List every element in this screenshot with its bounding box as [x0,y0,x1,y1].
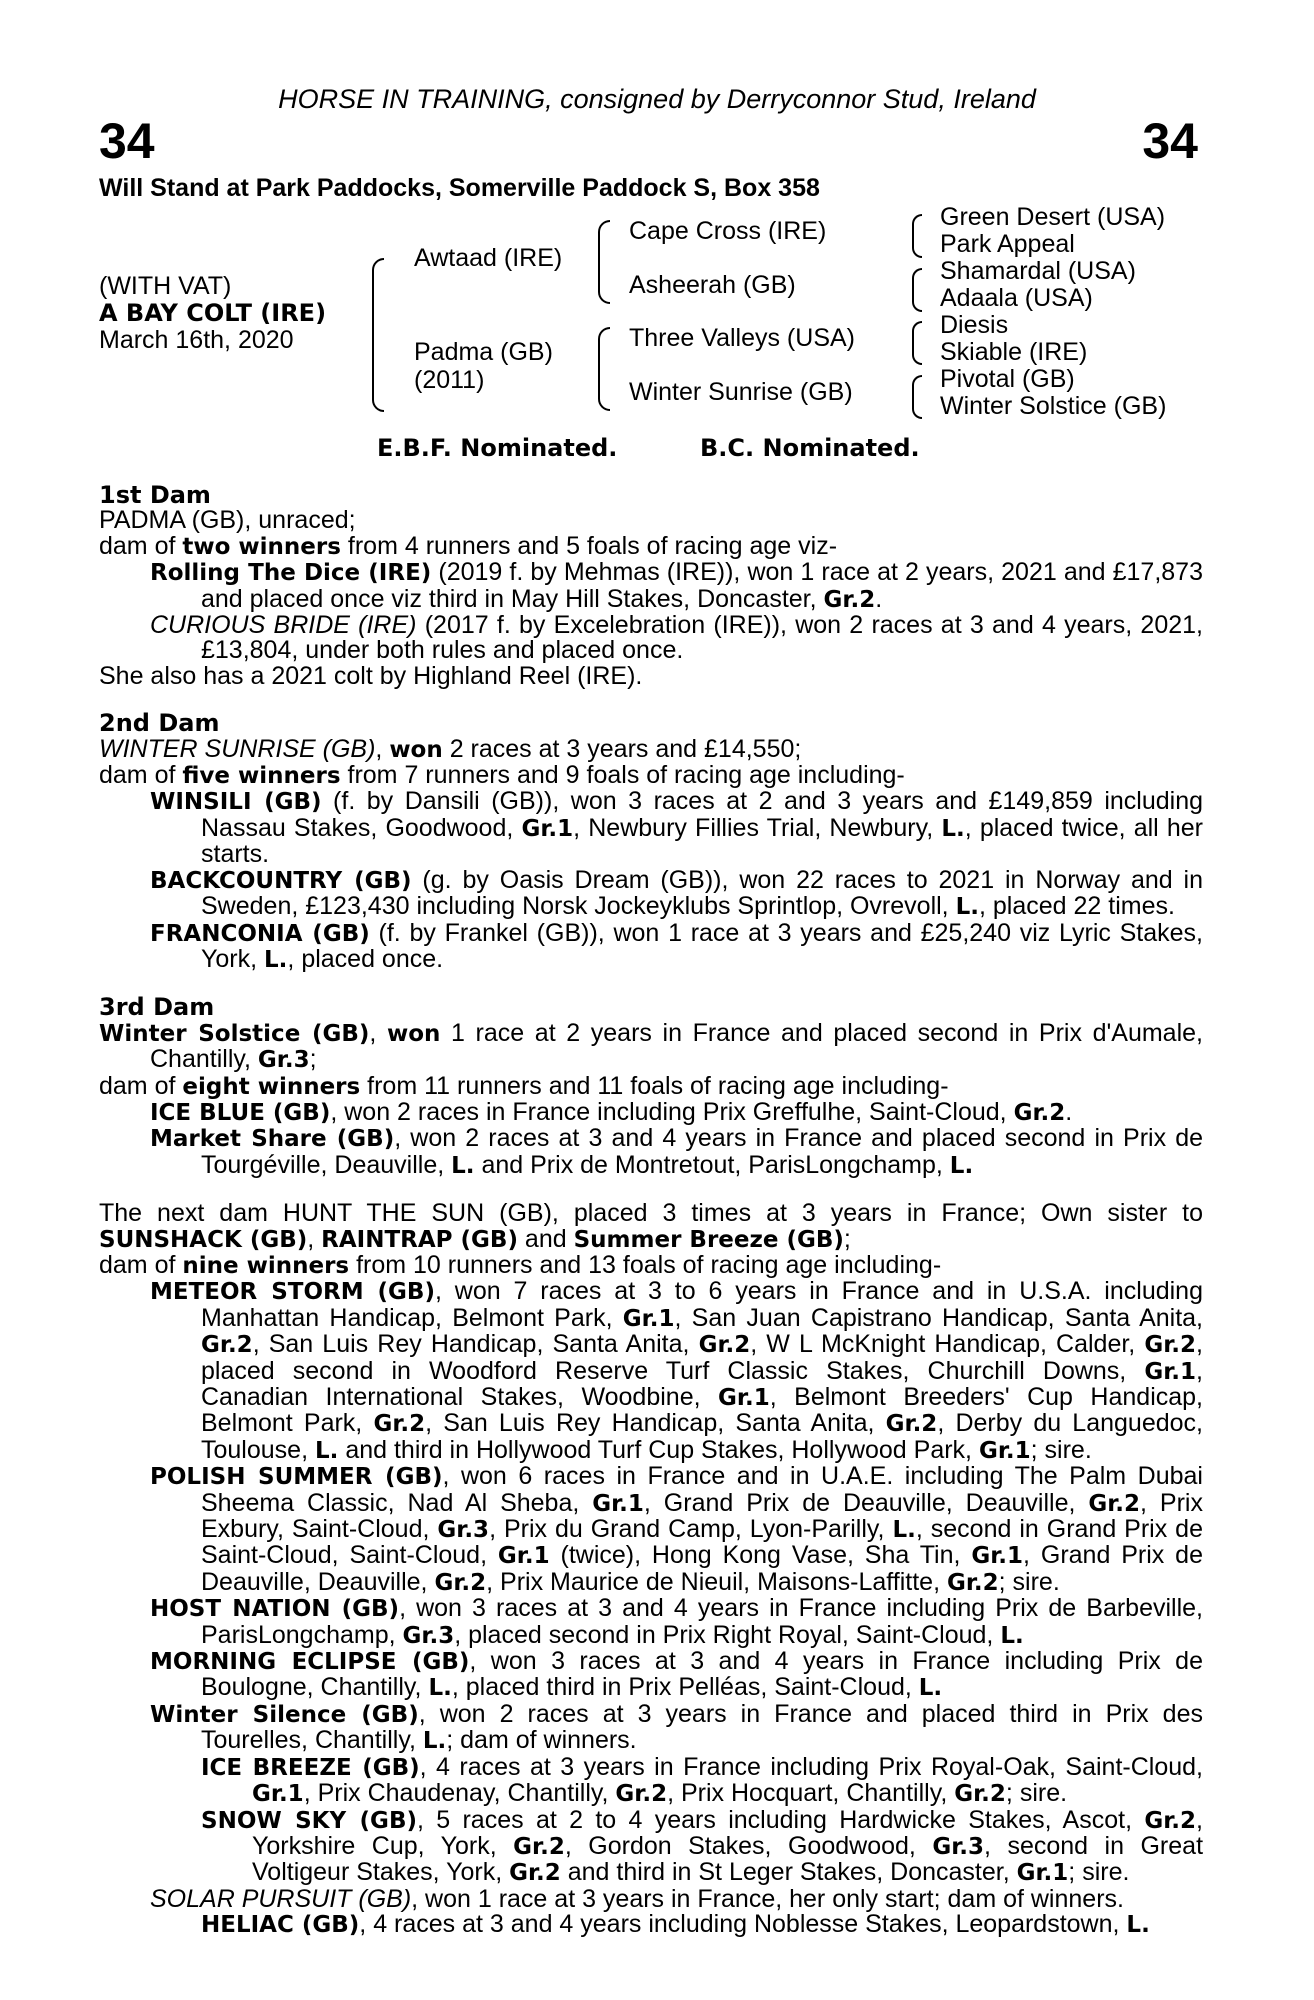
pedigree-ds: Three Valleys (USA) [629,324,855,352]
produce-entry: BACKCOUNTRY (GB) (g. by Oasis Dream (GB)), won 22 races to 2021 in Norway and in Sweden, £123,430 including Norsk Jockeyklubs Sprintlop, Ovrevoll, L., placed 22 times. [150,865,1203,921]
produce-entry-grandchild: ICE BREEZE (GB), 4 races at 3 years in France including Prix Royal-Oak, Saint-Cloud, Gr.1, Prix Chaudenay, Chantilly, Gr.2, Prix Hocquart, Chantilly, Gr.2; sire. [201,1752,1204,1808]
third-dam-produce-summary: dam of eight winners from 11 runners and 11 foals of racing age including- [99,1071,949,1100]
pedigree-dsd: Skiable (IRE) [940,338,1088,366]
next-dam-produce-summary: dam of nine winners from 10 runners and 13 foals of racing age including- [99,1250,942,1279]
ebf-nomination: E.B.F. Nominated. [377,434,618,462]
pedigree-sd: Asheerah (GB) [629,271,796,299]
pedigree-brace-dd [912,375,922,419]
pedigree-brace-ss [912,214,922,258]
produce-entry: WINSILI (GB) (f. by Dansili (GB)), won 3 races at 2 and 3 years and £149,859 including Nassau Stakes, Goodwood, Gr.1, Newbury Fillies Trial, Newbury, L., placed twice, all her starts. [150,787,1203,869]
pedigree-ssd: Park Appeal [940,230,1075,258]
pedigree-sss: Green Desert (USA) [940,203,1166,231]
produce-entry: Market Share (GB), won 2 races at 3 and 4 years in France and placed second in Prix de Tourgéville, Deauville, L. and Prix de Montretout, ParisLongchamp, L. [150,1124,1204,1179]
pedigree-ss: Cape Cross (IRE) [629,217,827,245]
pedigree-brace-sd [912,268,922,312]
produce-entry: POLISH SUMMER (GB), won 6 races in France and in U.A.E. including The Palm Dubai Sheema Classic, Nad Al Sheba, Gr.1, Grand Prix de Deauville, Deauville, Gr.2, Prix Exbury, Saint-Cloud, Gr.3, Prix du Grand Camp, Lyon-Parilly, L., second in Grand Prix de Saint-Cloud, Saint-Cloud, Gr.1 (twice), Hong Kong Vase, Sha Tin, Gr.1, Grand Prix de Deauville, Deauville, Gr.2, Prix Maurice de Nieuil, Maisons-Laffitte, Gr.2; sire. [150,1462,1203,1596]
second-dam-line: WINTER SUNRISE (GB), won 2 races at 3 years and £14,550; [99,734,802,763]
produce-entry: Winter Silence (GB), won 2 races at 3 years in France and placed third in Prix des Tourelles, Chantilly, L.; dam of winners. [150,1699,1203,1755]
produce-entry: ICE BLUE (GB), won 2 races in France including Prix Greffulhe, Saint-Cloud, Gr.2. [150,1097,1073,1126]
produce-entry: Rolling The Dice (IRE) (2019 f. by Mehmas (IRE)), won 1 race at 2 years, 2021 and £17,873 and placed once viz third in May Hill Stakes, Doncaster, Gr.2. [150,558,1203,613]
pedigree-sire: Awtaad (IRE) [414,244,563,272]
consignor-title: HORSE IN TRAINING, consigned by Derryconnor Stud, Ireland [278,84,1036,114]
produce-entry: HOST NATION (GB), won 3 races at 3 and 4 years in France including Prix de Barbeville, ParisLongchamp, Gr.3, placed second in Prix Right Royal, Saint-Cloud, L. [150,1594,1203,1649]
foaling-date: March 16th, 2020 [99,326,294,354]
lot-number-left: 34 [99,113,155,169]
first-dam-produce-summary: dam of two winners from 4 runners and 5 foals of racing age viz- [99,531,838,560]
pedigree-brace-gen1 [372,258,384,412]
pedigree-dds: Pivotal (GB) [940,365,1075,393]
pedigree-dam-year: (2011) [414,366,485,394]
lot-number-right: 34 [1142,113,1198,169]
second-dam-heading: 2nd Dam [99,709,220,738]
bc-nomination: B.C. Nominated. [700,434,920,462]
pedigree-brace-sire [598,220,610,304]
pedigree-dss: Diesis [940,311,1009,339]
produce-entry: CURIOUS BRIDE (IRE) (2017 f. by Excelebration (IRE)), won 2 races at 3 and 4 years, 2021, £13,804, under both rules and placed once. [150,611,1203,665]
pedigree-sdd: Adaala (USA) [940,284,1093,312]
pedigree-dd: Winter Sunrise (GB) [629,378,853,406]
second-dam-produce-summary: dam of five winners from 7 runners and 9 foals of racing age including- [99,761,905,790]
vat-note: (WITH VAT) [99,272,232,300]
pedigree-brace-dam [598,327,610,411]
third-dam-line: Winter Solstice (GB), won 1 race at 2 years in France and placed second in Prix d'Aumale, Chantilly, Gr.3; [99,1018,1203,1074]
third-dam-heading: 3rd Dam [99,993,215,1022]
produce-entry: FRANCONIA (GB) (f. by Frankel (GB)), won 1 race at 3 years and £25,240 viz Lyric Stakes, York, L., placed once. [150,918,1203,973]
produce-entry: METEOR STORM (GB), won 7 races at 3 to 6 years in France and in U.S.A. including Manhattan Handicap, Belmont Park, Gr.1, San Juan Capistrano Handicap, Santa Anita, Gr.2, San Luis Rey Handicap, Santa Anita, Gr.2, W L McKnight Handicap, Calder, Gr.2, placed second in Woodford Reserve Turf Classic Stakes, Churchill Downs, Gr.1, Canadian International Stakes, Woodbine, Gr.1, Belmont Breeders' Cup Handicap, Belmont Park, Gr.2, San Luis Rey Handicap, Santa Anita, Gr.2, Derby du Languedoc, Toulouse, L. and third in Hollywood Turf Cup Stakes, Hollywood Park, Gr.1; sire. [150,1277,1204,1464]
pedigree-sds: Shamardal (USA) [940,257,1136,285]
horse-name: A BAY COLT (IRE) [99,299,327,327]
first-dam-note: She also has a 2021 colt by Highland Reel (IRE). [99,661,643,690]
pedigree-ddd: Winter Solstice (GB) [940,392,1167,420]
produce-entry: SOLAR PURSUIT (GB), won 1 race at 3 years in France, her only start; dam of winners. [150,1884,1124,1913]
first-dam-line: PADMA (GB), unraced; [99,506,356,535]
pedigree-brace-ds [912,321,922,365]
produce-entry: MORNING ECLIPSE (GB), won 3 races at 3 and 4 years in France including Prix de Boulogne, Chantilly, L., placed third in Prix Pelléas, Saint-Cloud, L. [150,1647,1203,1702]
produce-entry-grandchild: HELIAC (GB), 4 races at 3 and 4 years including Noblesse Stakes, Leopardstown, L. [201,1910,1150,1939]
stand-location: Will Stand at Park Paddocks, Somerville Paddock S, Box 358 [99,174,820,202]
produce-entry-grandchild: SNOW SKY (GB), 5 races at 2 to 4 years including Hardwicke Stakes, Ascot, Gr.2, Yorkshire Cup, York, Gr.2, Gordon Stakes, Goodwood, Gr.3, second in Great Voltigeur Stakes, York, Gr.2 and third in St Leger Stakes, Doncaster, Gr.1; sire. [201,1805,1204,1887]
produce-record [99,483,1203,1939]
pedigree-dam: Padma (GB) [414,338,553,366]
first-dam-heading: 1st Dam [99,481,211,509]
next-dam-line: The next dam HUNT THE SUN (GB), placed 3 times at 3 years in France; Own sister to SUNSHACK (GB), RAINTRAP (GB) and Summer Breeze (GB); [99,1199,1203,1253]
